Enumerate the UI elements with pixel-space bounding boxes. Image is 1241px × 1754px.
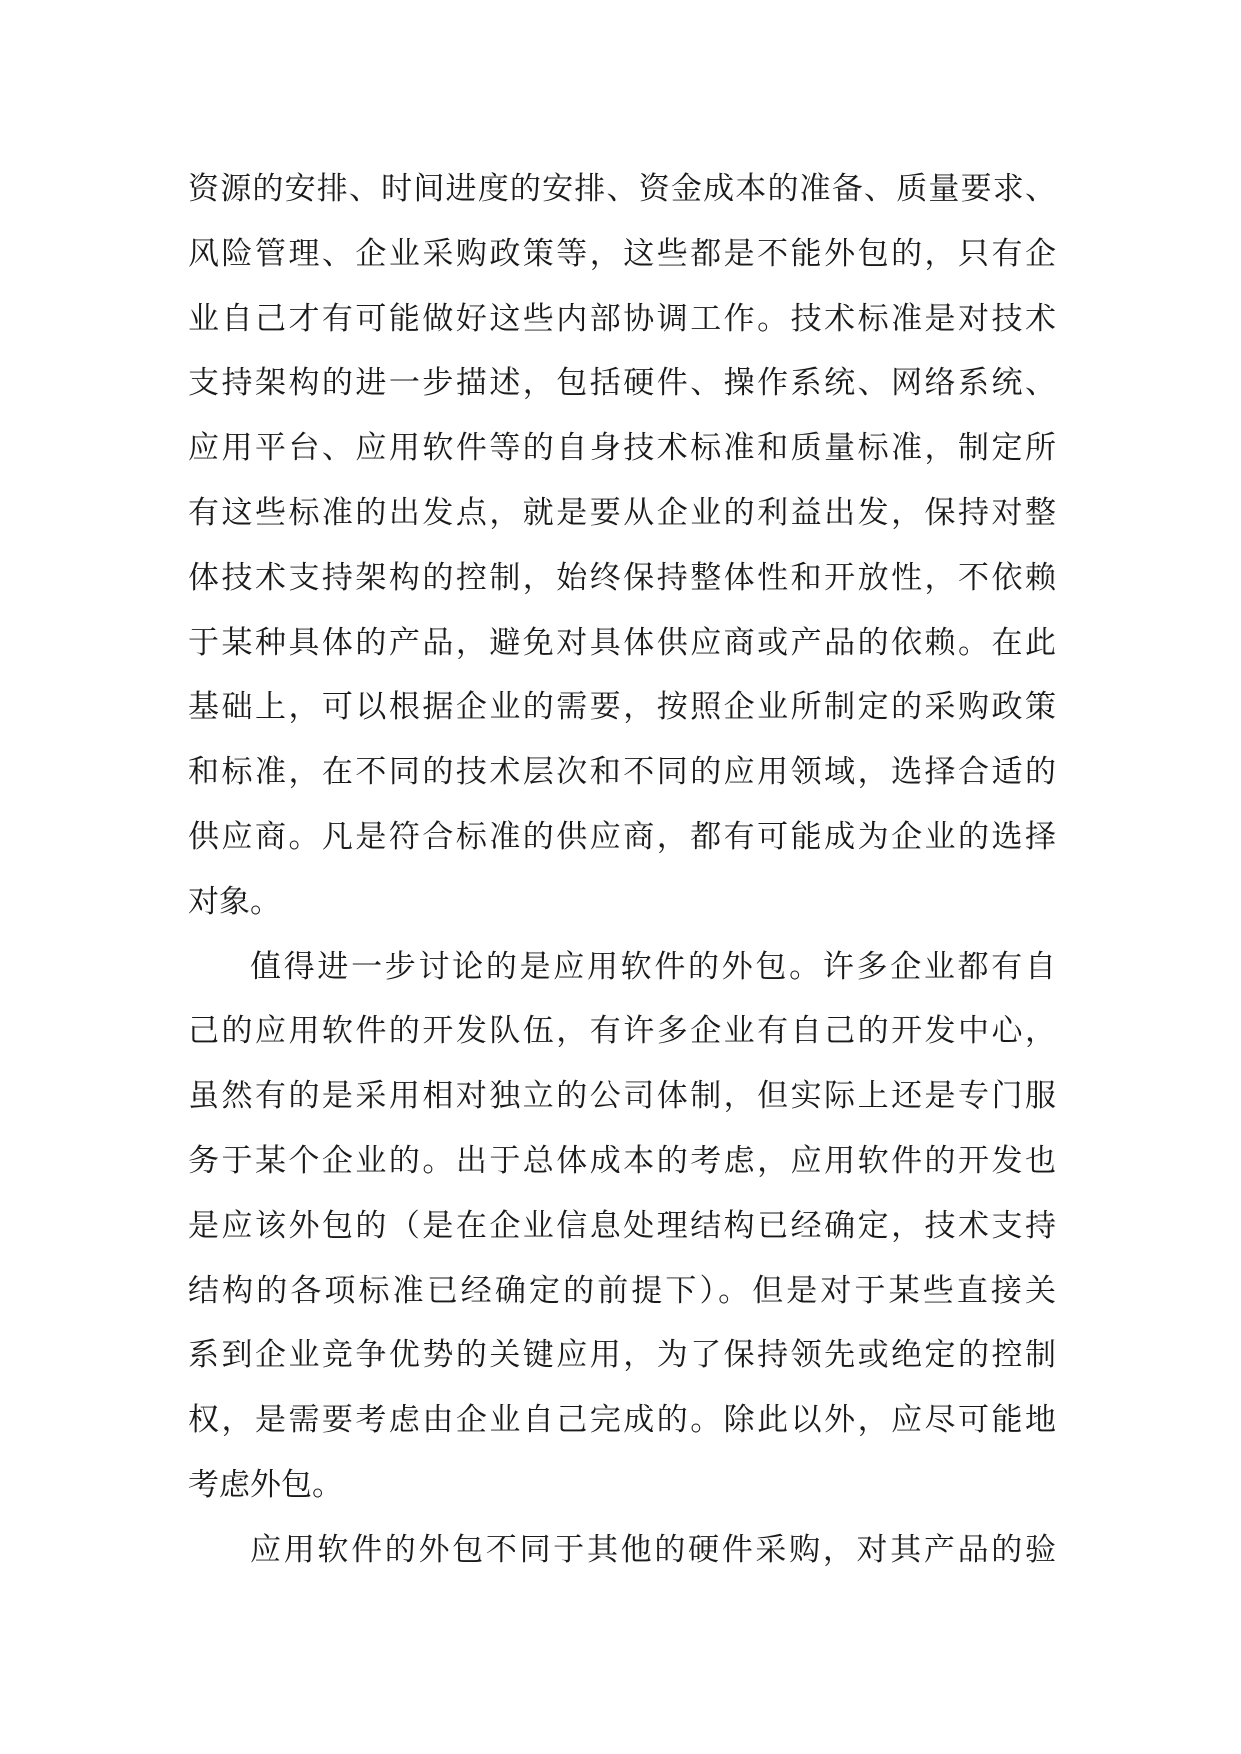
paragraph-1-line-11: 供应商。凡是符合标准的供应商，都有可能成为企业的选择	[188, 818, 1056, 855]
paragraph-1-line-4: 支持架构的进一步描述，包括硬件、操作系统、网络系统、	[188, 365, 1056, 402]
paragraph-2-line-7: 系到企业竞争优势的关键应用，为了保持领先或绝定的控制	[188, 1337, 1056, 1374]
paragraph-2-line-3: 虽然有的是采用相对独立的公司体制，但实际上还是专门服	[188, 1078, 1056, 1115]
paragraph-2-line-2: 己的应用软件的开发队伍，有许多企业有自己的开发中心，	[188, 1013, 1056, 1050]
paragraph-1-line-7: 体技术支持架构的控制，始终保持整体性和开放性，不依赖	[188, 559, 1056, 596]
paragraph-2-line-8: 权，是需要考虑由企业自己完成的。除此以外，应尽可能地	[188, 1402, 1056, 1439]
document-body	[188, 157, 1056, 1583]
paragraph-2-line-9: 考虑外包。	[188, 1466, 343, 1503]
paragraph-2-line-4: 务于某个企业的。出于总体成本的考虑，应用软件的开发也	[188, 1142, 1056, 1179]
paragraph-1-line-12: 对象。	[188, 883, 281, 920]
paragraph-1-line-3: 业自己才有可能做好这些内部协调工作。技术标准是对技术	[188, 300, 1056, 337]
paragraph-3-line-1: 应用软件的外包不同于其他的硬件采购，对其产品的验	[250, 1531, 1056, 1568]
paragraph-1-line-8: 于某种具体的产品，避免对具体供应商或产品的依赖。在此	[188, 624, 1056, 661]
paragraph-1-line-6: 有这些标准的出发点，就是要从企业的利益出发，保持对整	[188, 494, 1056, 531]
paragraph-1-line-9: 基础上，可以根据企业的需要，按照企业所制定的采购政策	[188, 689, 1056, 726]
paragraph-1-line-2: 风险管理、企业采购政策等，这些都是不能外包的，只有企	[188, 235, 1056, 272]
paragraph-2-line-6: 结构的各项标准已经确定的前提下）。但是对于某些直接关	[188, 1272, 1056, 1309]
paragraph-1-line-10: 和标准，在不同的技术层次和不同的应用领域，选择合适的	[188, 754, 1056, 791]
paragraph-2-line-1: 值得进一步讨论的是应用软件的外包。许多企业都有自	[250, 948, 1056, 985]
paragraph-2-line-5: 是应该外包的（是在企业信息处理结构已经确定，技术支持	[188, 1207, 1056, 1244]
paragraph-1-line-5: 应用平台、应用软件等的自身技术标准和质量标准，制定所	[188, 430, 1056, 467]
paragraph-1-line-1: 资源的安排、时间进度的安排、资金成本的准备、质量要求、	[188, 171, 1056, 207]
